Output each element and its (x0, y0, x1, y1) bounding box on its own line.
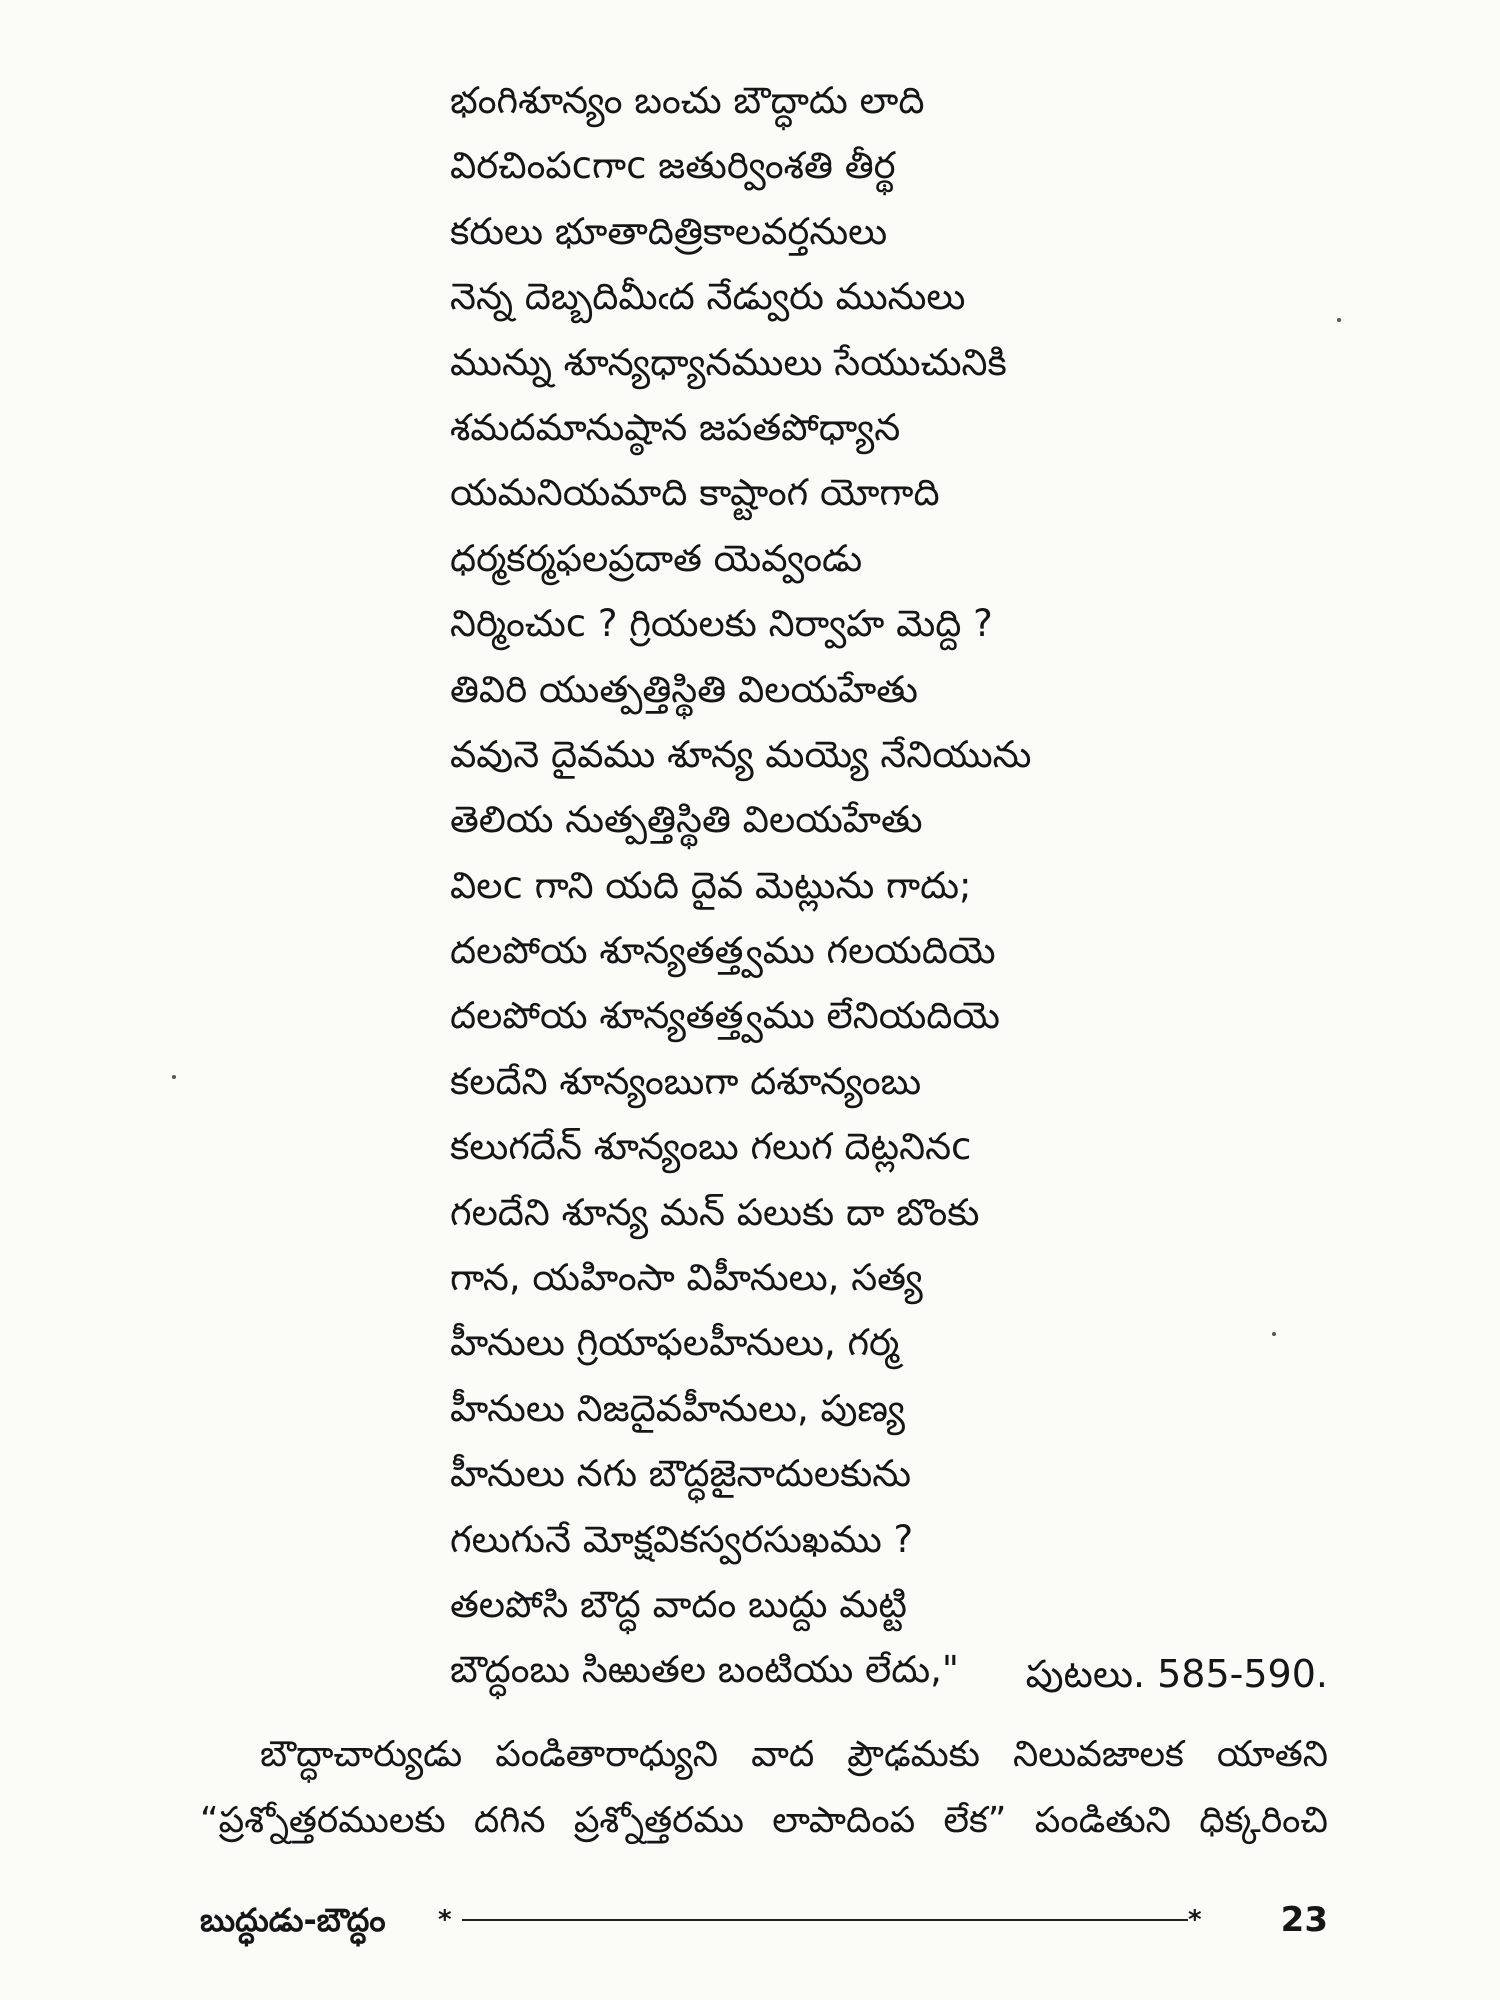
poem-line: నెన్న దెబ్బదిమీఁద నేడ్వురు మునులు (450, 275, 966, 319)
poem-line: గాన, యహింసా విహీనులు, సత్య (450, 1256, 923, 1300)
poem-line: యమనియమాది కాష్టాంగ యోగాది (450, 471, 940, 515)
poem-line: హీనులు గ్రియాఫలహీనులు, గర్మ (450, 1321, 900, 1365)
page-number: 23 (1280, 1900, 1328, 1940)
poem-line: బౌద్ధంబు సిఱుతల బంటియు లేదు," (450, 1648, 959, 1692)
scan-speck (1337, 318, 1341, 322)
footer-book-title: బుద్ధుడు-బౌద్ధం (200, 1901, 386, 1939)
footer-rule (462, 1919, 1188, 1921)
poem-line: గలదేని శూన్య మన్ పలుకు దా బొంకు (450, 1190, 980, 1234)
prose-paragraph (200, 1722, 1328, 1854)
poem-line: విరచింపcగాc జతుర్వింశతి తీర్థ (450, 144, 896, 188)
poem-line: తలపోసి బౌద్ధ వాదం బుద్దు మట్టి (450, 1582, 907, 1626)
star-ornament-icon: * (1188, 1905, 1202, 1935)
poem-line: కరులు భూతాదిత్రికాలవర్తనులు (450, 209, 888, 253)
poem-line: తివిరి యుత్పత్తిస్థితి విలయహేతు (450, 667, 918, 711)
poem-line: విలc గాని యది దైవ మెట్లును గాదు; (450, 863, 972, 907)
star-ornament-icon: * (438, 1905, 452, 1935)
poem-line: శమదమానుష్ఠాన జపతపోధ్యాన (450, 405, 901, 449)
prose-line: “ప్రశ్నోత్తరములకు దగిన ప్రశ్నోత్తరము లాపాదింప లేక” పండితుని ధిక్కరించి (200, 1800, 1328, 1841)
prose-line: బౌద్ధాచార్యుడు పండితారాధ్యుని వాద ప్రౌఢమకు నిలువజాలక యాతని (260, 1734, 1328, 1775)
poem-line: దలపోయ శూన్యతత్త్వము గలయదియె (450, 929, 996, 973)
poem-line: మున్ను శూన్యధ్యానములు సేయుచునికి (450, 340, 1007, 384)
poem-line: నిర్మించుc ? గ్రియలకు నిర్వాహ మెద్ది ? (450, 602, 993, 646)
poem-line: భంగిశూన్యం బంచు బౌద్ధాదు లాది (450, 79, 925, 122)
poem-line: వవునె దైవము శూన్య మయ్యె నేనియును (450, 732, 1032, 776)
page-citation: పుటలు. 585-590. (1025, 1652, 1328, 1696)
poem-line: హీనులు నిజదైవహీనులు, పుణ్య (450, 1386, 905, 1430)
poem-line: గలుగునే మోక్షవికస్వరసుఖము ? (450, 1517, 914, 1561)
poem-line: కలదేని శూన్యంబుగా దశూన్యంబు (450, 1059, 922, 1103)
poem-line: దలపోయ శూన్యతత్త్వము లేనియదియె (450, 994, 1000, 1038)
poem-line: ధర్మకర్మఫలప్రదాత యెవ్వండు (450, 536, 863, 580)
poem-line: తెలియ నుత్పత్తిస్థితి విలయహేతు (450, 798, 923, 842)
poem-line: హీనులు నగు బౌద్ధజైనాదులకును (450, 1452, 912, 1496)
poem-line: కలుగదేన్ శూన్యంబు గలుగ దెట్లనినc (450, 1125, 972, 1169)
poem-verse (450, 68, 1031, 1703)
scan-speck (1272, 1332, 1276, 1336)
page-footer (200, 1890, 1328, 1950)
scan-speck (172, 1075, 176, 1079)
